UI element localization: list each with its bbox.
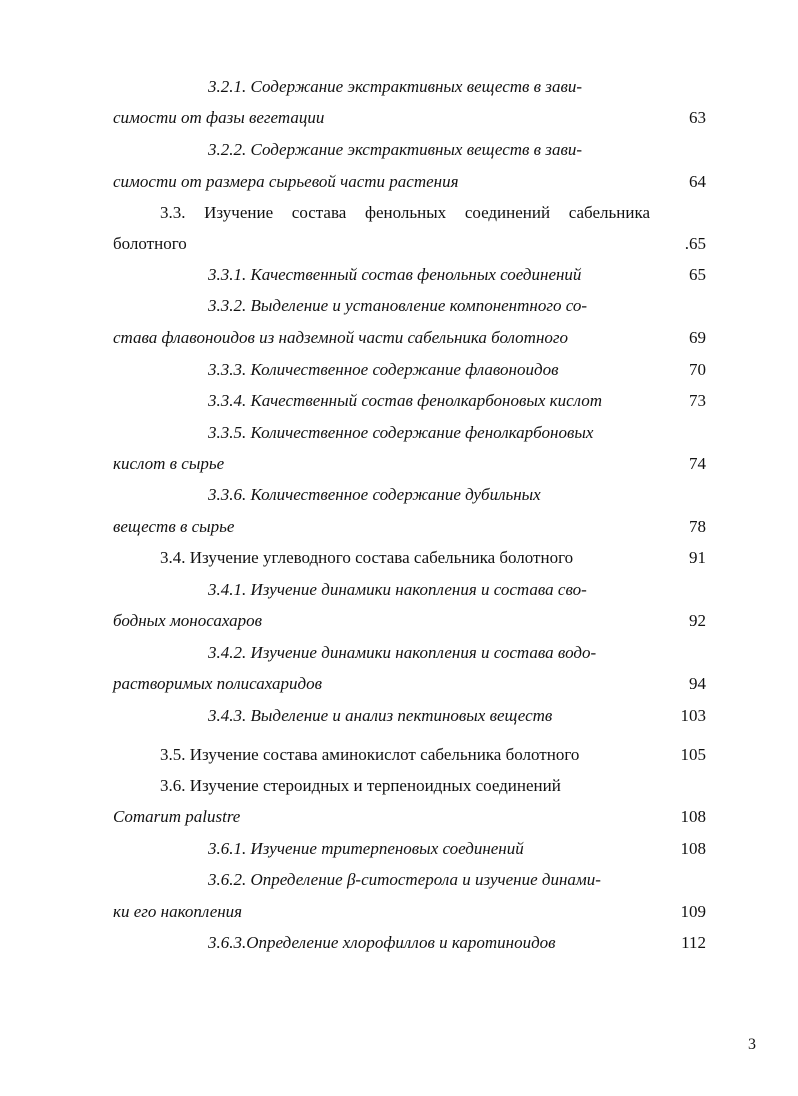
toc-entry-line: 3.4. Изучение углеводного состава сабельника болотного bbox=[160, 548, 574, 567]
toc-page-number: .65 bbox=[684, 234, 706, 253]
toc-entry-line-continued: 3.3.2. Выделение и установление компонентного со- bbox=[208, 296, 587, 315]
toc-entry-line: 3.5. Изучение состава аминокислот сабельника болотного bbox=[160, 745, 580, 764]
toc-entry-line-continued: 3.2.1. Содержание экстрактивных веществ в зави- bbox=[208, 77, 582, 96]
toc-entry-line: 3.4.3. Выделение и анализ пектиновых веществ bbox=[208, 706, 553, 725]
toc-page-number: 108 bbox=[680, 807, 706, 826]
toc-page-number: 64 bbox=[689, 172, 706, 191]
toc-page-number: 92 bbox=[689, 611, 706, 630]
toc-page-number: 94 bbox=[689, 674, 706, 693]
toc-entry-line-continued: 3.6. Изучение стероидных и терпеноидных соединений bbox=[160, 776, 561, 795]
toc-entry-line-continued: 3.4.2. Изучение динамики накопления и состава водо- bbox=[208, 643, 597, 662]
toc-page-number: 69 bbox=[689, 328, 706, 347]
toc-entry-line: 3.3.4. Качественный состав фенолкарбоновых кислот bbox=[208, 391, 603, 410]
toc-entry-line: веществ в сырье bbox=[113, 517, 235, 536]
toc-entry-line: става флавоноидов из надземной части сабельника болотного bbox=[113, 328, 569, 347]
toc-entry-line-continued: 3.4.1. Изучение динамики накопления и состава сво- bbox=[208, 580, 587, 599]
toc-entry-line: кислот в сырье bbox=[113, 454, 225, 473]
toc-page-number: 109 bbox=[680, 902, 706, 921]
toc-page-number: 91 bbox=[689, 548, 706, 567]
toc-entry-line-continued: 3.3.6. Количественное содержание дубильных bbox=[208, 485, 541, 504]
toc-entry-line-continued: 3.6.2. Определение β-ситостерола и изучение динами- bbox=[208, 870, 601, 889]
toc-entry-line: 3.6.3.Определение хлорофиллов и каротиноидов bbox=[208, 933, 556, 952]
toc-entry-line-continued: 3.2.2. Содержание экстрактивных веществ в зави- bbox=[208, 140, 582, 159]
page-number: 3 bbox=[748, 1036, 756, 1053]
toc-page-number: 73 bbox=[689, 391, 706, 410]
toc-page-number: 70 bbox=[689, 360, 706, 379]
toc-page-number: 65 bbox=[689, 265, 706, 284]
toc-entry-line-continued: 3.3. Изучение состава фенольных соединений сабельника bbox=[160, 203, 650, 222]
toc-page-number: 103 bbox=[680, 706, 706, 725]
toc-page-number: 112 bbox=[681, 933, 706, 952]
toc-entry-line: симости от фазы вегетации bbox=[113, 108, 325, 127]
toc-entry-line: Comarum palustre bbox=[113, 807, 241, 826]
toc-entry-line: бодных моносахаров bbox=[113, 611, 263, 630]
toc-entry-line: 3.3.3. Количественное содержание флавоноидов bbox=[208, 360, 559, 379]
toc-entry-line: 3.3.1. Качественный состав фенольных соединений bbox=[208, 265, 582, 284]
toc-entry-line: болотного bbox=[113, 234, 187, 253]
toc-page-number: 78 bbox=[689, 517, 706, 536]
toc-entry-line: симости от размера сырьевой части растения bbox=[113, 172, 459, 191]
toc-entry-line-continued: 3.3.5. Количественное содержание фенолкарбоновых bbox=[208, 423, 594, 442]
toc-page-number: 74 bbox=[689, 454, 706, 473]
toc-entry-line: 3.6.1. Изучение тритерпеновых соединений bbox=[208, 839, 524, 858]
toc-page-number: 108 bbox=[680, 839, 706, 858]
toc-entry-line: растворимых полисахаридов bbox=[113, 674, 323, 693]
toc-page-number: 105 bbox=[680, 745, 706, 764]
toc-page-number: 63 bbox=[689, 108, 706, 127]
toc-entry-line: ки его накопления bbox=[113, 902, 243, 921]
